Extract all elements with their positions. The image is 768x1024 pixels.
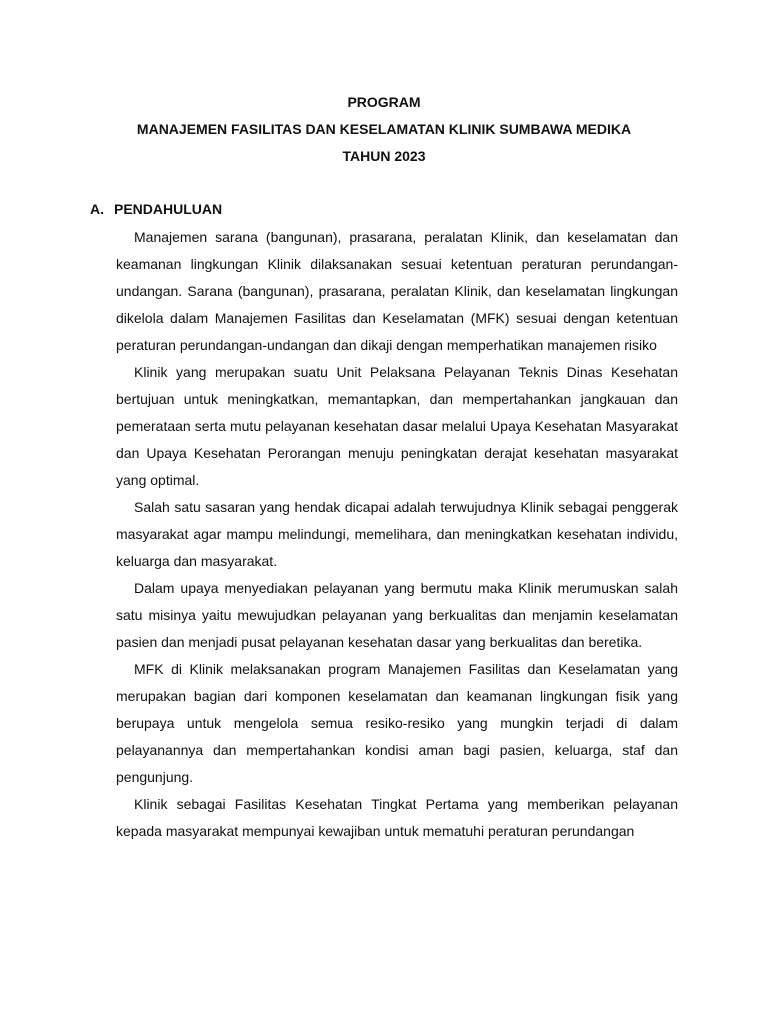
- title-line-year: TAHUN 2023: [342, 148, 426, 164]
- title-line-subject: MANAJEMEN FASILITAS DAN KESELAMATAN KLINIK SUMBAWA MEDIKA: [136, 121, 632, 137]
- paragraph: MFK di Klinik melaksanakan program Manajemen Fasilitas dan Keselamatan yang merupakan bagian dari komponen keselamatan dan keamanan lingkungan fisik yang berupaya untuk mengelola semua resiko-resiko yang mungkin terjadi di dalam pelayanannya dan mempertahankan kondisi aman bagi pasien, keluarga, staf dan pengunjung.: [116, 661, 678, 785]
- section-marker: A.: [90, 201, 104, 217]
- paragraph: Klinik sebagai Fasilitas Kesehatan Tingkat Pertama yang memberikan pelayanan kepada masyarakat mempunyai kewajiban untuk mematuhi peraturan perundangan: [116, 796, 678, 839]
- paragraph: Salah satu sasaran yang hendak dicapai adalah terwujudnya Klinik sebagai penggerak masyarakat agar mampu melindungi, memelihara, dan meningkatkan kesehatan individu, keluarga dan masyarakat.: [116, 499, 678, 569]
- paragraph: Dalam upaya menyediakan pelayanan yang bermutu maka Klinik merumuskan salah satu misinya yaitu mewujudkan pelayanan yang berkualitas dan menjamin keselamatan pasien dan menjadi pusat pelayanan kesehatan dasar yang berkualitas dan beretika.: [116, 580, 678, 650]
- paragraph: Klinik yang merupakan suatu Unit Pelaksana Pelayanan Teknis Dinas Kesehatan bertujuan untuk meningkatkan, memantapkan, dan mempertahankan jangkauan dan pemerataan serta mutu pelayanan kesehatan dasar melalui Upaya Kesehatan Masyarakat dan Upaya Kesehatan Perorangan menuju peningkatan derajat kesehatan masyarakat yang optimal.: [116, 364, 678, 488]
- document-title: [0, 92, 768, 173]
- paragraph: Manajemen sarana (bangunan), prasarana, peralatan Klinik, dan keselamatan dan keamanan lingkungan Klinik dilaksanakan sesuai ketentuan peraturan perundangan-undangan. Sarana (bangunan), prasarana, peralatan Klinik, dan keselamatan lingkungan dikelola dalam Manajemen Fasilitas dan Keselamatan (MFK) sesuai dengan ketentuan peraturan perundangan-undangan dan dikaji dengan memperhatikan manajemen risiko: [116, 229, 678, 353]
- section-body: [116, 224, 678, 845]
- section-title: PENDAHULUAN: [114, 201, 223, 217]
- title-line-program: PROGRAM: [347, 94, 421, 110]
- section-heading: [90, 199, 222, 219]
